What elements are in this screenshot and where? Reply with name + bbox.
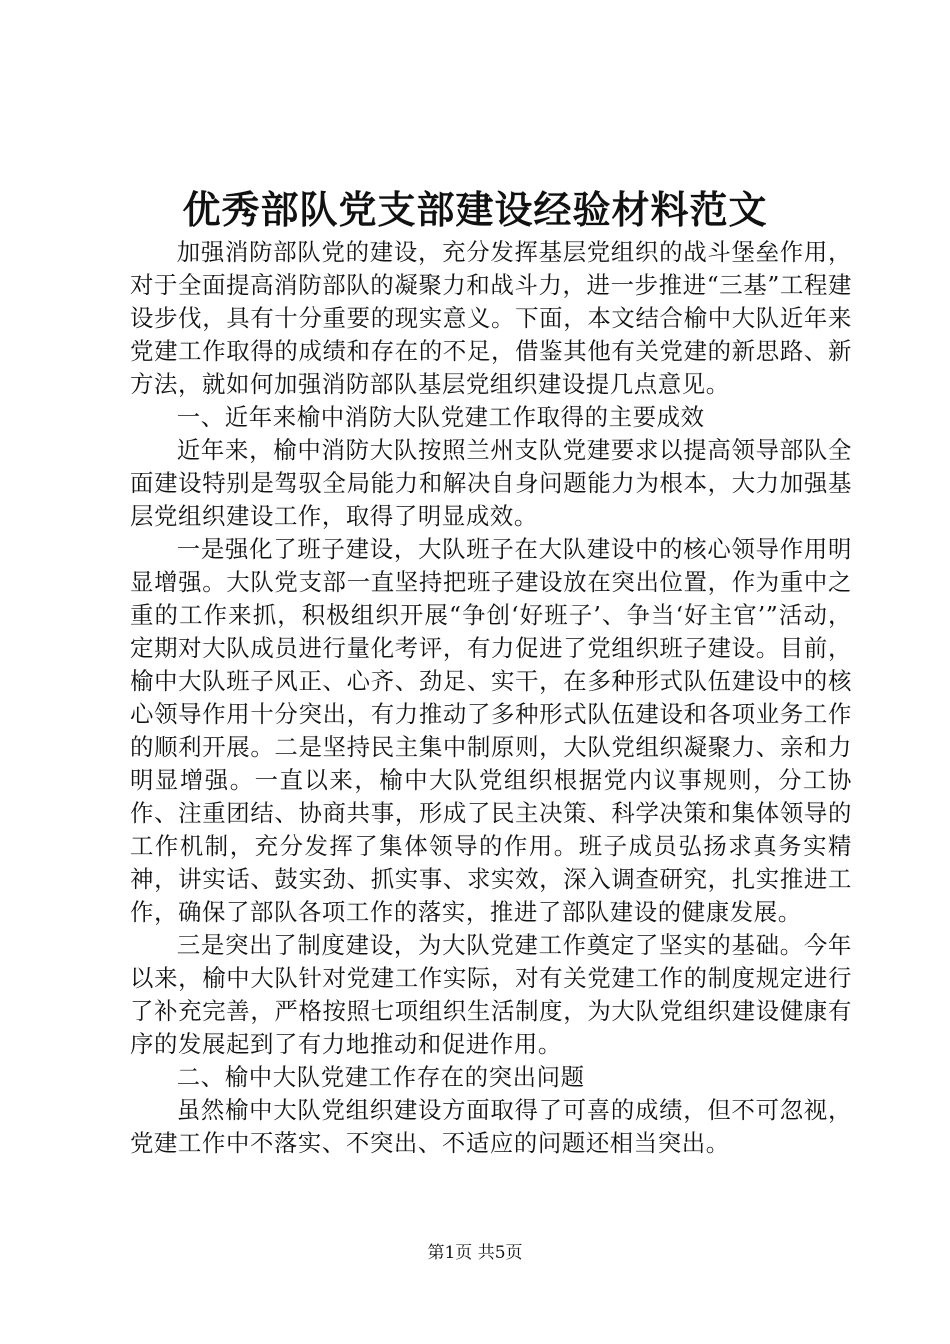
document-title: 优秀部队党支部建设经验材料范文 — [182, 188, 768, 232]
body-paragraph: 三是突出了制度建设，为大队党建工作奠定了坚实的基础。今年以来，榆中大队针对党建工作实际，对有关党建工作的制度规定进行了补充完善，严格按照七项组织生活制度，为大队党组织建设健康有序的发展起到了有力地推动和促进作用。 — [130, 931, 852, 1058]
section-heading-1: 一、近年来榆中消防大队党建工作取得的主要成效 — [176, 403, 705, 431]
page-number-footer: 第1页 共5页 — [427, 1243, 523, 1263]
section-heading-2: 二、榆中大队党建工作存在的突出问题 — [176, 1063, 585, 1091]
body-paragraph: 虽然榆中大队党组织建设方面取得了可喜的成绩，但不可忽视，党建工作中不落实、不突出、不适应的问题还相当突出。 — [130, 1096, 852, 1157]
body-paragraph: 近年来，榆中消防大队按照兰州支队党建要求以提高领导部队全面建设特别是驾驭全局能力和解决自身问题能力为根本，大力加强基层党组织建设工作，取得了明显成效。 — [130, 436, 852, 530]
body-paragraph: 一是强化了班子建设，大队班子在大队建设中的核心领导作用明显增强。大队党支部一直坚持把班子建设放在突出位置，作为重中之重的工作来抓，积极组织开展“争创‘好班子’、争当‘好主官’”活动，定期对大队成员进行量化考评，有力促进了党组织班子建设。目前，榆中大队班子风正、心齐、劲足、实干，在多种形式队伍建设中的核心领导作用十分突出，有力推动了多种形式队伍建设和各项业务工作的顺利开展。二是坚持民主集中制原则，大队党组织凝聚力、亲和力明显增强。一直以来，榆中大队党组织根据党内议事规则，分工协作、注重团结、协商共事，形成了民主决策、科学决策和集体领导的工作机制，充分发挥了集体领导的作用。班子成员弘扬求真务实精神，讲实话、鼓实劲、抓实事、求实效，深入调查研究，扎实推进工作，确保了部队各项工作的落实，推进了部队建设的健康发展。 — [130, 535, 852, 926]
document-body — [130, 236, 852, 1160]
intro-paragraph: 加强消防部队党的建设，充分发挥基层党组织的战斗堡垒作用，对于全面提高消防部队的凝聚力和战斗力，进一步推进“三基”工程建设步伐，具有十分重要的现实意义。下面，本文结合榆中大队近年来党建工作取得的成绩和存在的不足，借鉴其他有关党建的新思路、新方法，就如何加强消防部队基层党组织建设提几点意见。 — [130, 238, 852, 398]
